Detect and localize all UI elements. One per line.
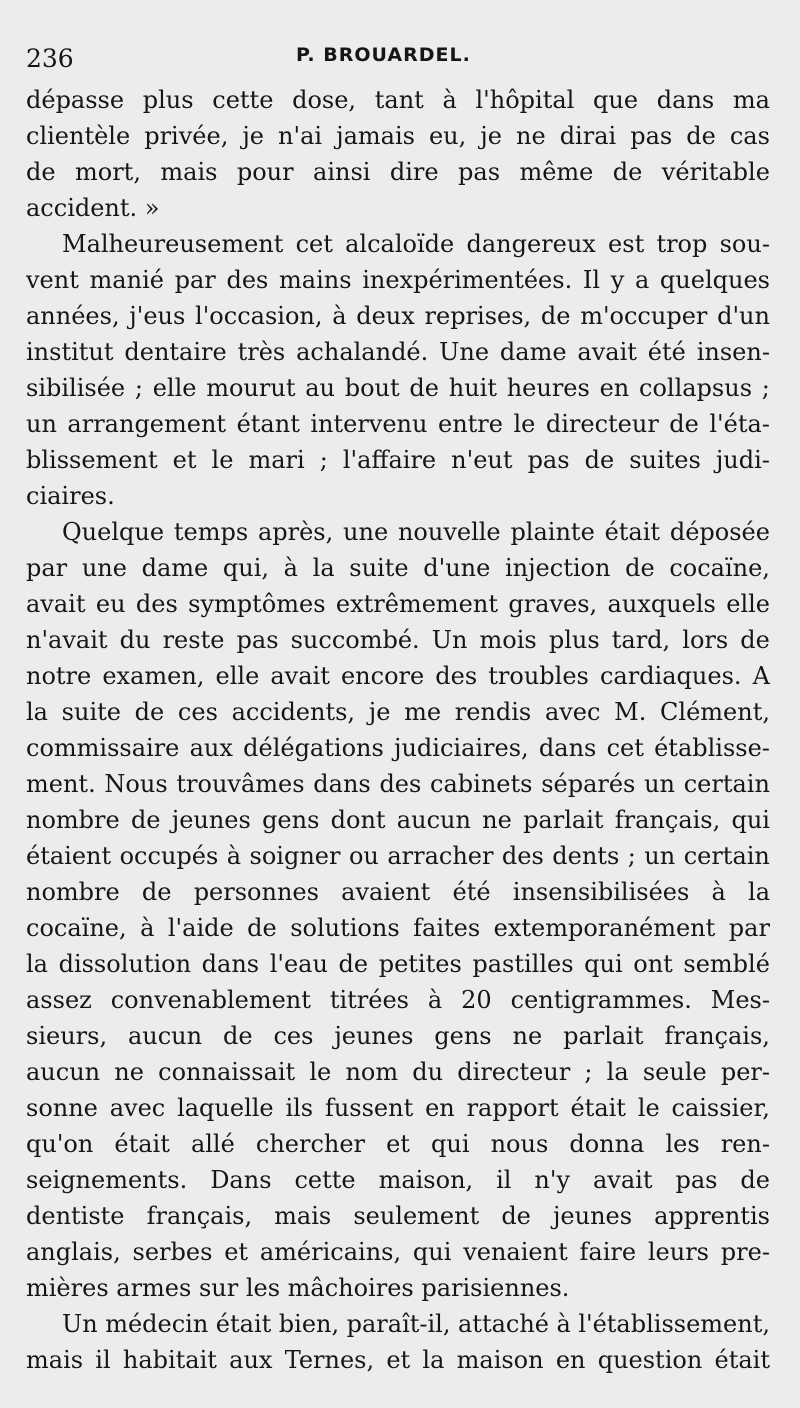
page-number: 236 [26,44,74,73]
text-line: de mort, mais pour ainsi dire pas même de véritable [26,158,770,186]
text-line: mais il habitait aux Ternes, et la maison en question était [26,1346,770,1374]
text-line: étaient occupés à soigner ou arracher des dents ; un certain [26,842,770,870]
text-line: la dissolution dans l'eau de petites pastilles qui ont semblé [26,950,770,978]
text-line: sibilisée ; elle mourut au bout de huit heures en collapsus ; [26,374,770,402]
running-head: P. BROUARDEL. [296,44,471,66]
text-line: accident. » [26,194,160,222]
page-header [26,38,770,78]
text-line: avait eu des symptômes extrêmement graves, auxquels elle [26,590,770,618]
text-line: années, j'eus l'occasion, à deux reprises, de m'occuper d'un [26,302,770,330]
text-line: commissaire aux délégations judiciaires, dans cet établisse- [26,734,770,762]
text-line: Un médecin était bien, paraît-il, attaché à l'établissement, [62,1310,770,1338]
text-line: clientèle privée, je n'ai jamais eu, je ne dirai pas de cas [26,122,770,150]
text-line: nombre de personnes avaient été insensibilisées à la [26,878,770,906]
text-line: ciaires. [26,482,115,510]
text-line: qu'on était allé chercher et qui nous donna les ren- [26,1130,770,1158]
text-line: institut dentaire très achalandé. Une dame avait été insen- [26,338,770,366]
text-line: notre examen, elle avait encore des troubles cardiaques. A [26,662,770,690]
text-line: ment. Nous trouvâmes dans des cabinets séparés un certain [26,770,770,798]
text-line: mières armes sur les mâchoires parisiennes. [26,1274,570,1302]
text-line: dentiste français, mais seulement de jeunes apprentis [26,1202,770,1230]
text-line: aucun ne connaissait le nom du directeur ; la seule per- [26,1058,770,1086]
body-text [26,82,770,1378]
text-line: seignements. Dans cette maison, il n'y avait pas de [26,1166,770,1194]
text-line: n'avait du reste pas succombé. Un mois plus tard, lors de [26,626,770,654]
text-line: nombre de jeunes gens dont aucun ne parlait français, qui [26,806,770,834]
text-line: sieurs, aucun de ces jeunes gens ne parlait français, [26,1022,770,1050]
text-line: dépasse plus cette dose, tant à l'hôpital que dans ma [26,86,770,114]
text-line: sonne avec laquelle ils fussent en rapport était le caissier, [26,1094,770,1122]
text-line: cocaïne, à l'aide de solutions faites extemporanément par [26,914,770,942]
text-line: Malheureusement cet alcaloïde dangereux est trop sou- [62,230,770,258]
text-line: Quelque temps après, une nouvelle plainte était déposée [62,518,770,546]
text-line: anglais, serbes et américains, qui venaient faire leurs pre- [26,1238,770,1266]
text-line: blissement et le mari ; l'affaire n'eut pas de suites judi- [26,446,770,474]
text-line: vent manié par des mains inexpérimentées. Il y a quelques [26,266,770,294]
text-line: la suite de ces accidents, je me rendis avec M. Clément, [26,698,770,726]
text-line: par une dame qui, à la suite d'une injection de cocaïne, [26,554,770,582]
text-line: un arrangement étant intervenu entre le directeur de l'éta- [26,410,770,438]
text-line: assez convenablement titrées à 20 centigrammes. Mes- [26,986,770,1014]
